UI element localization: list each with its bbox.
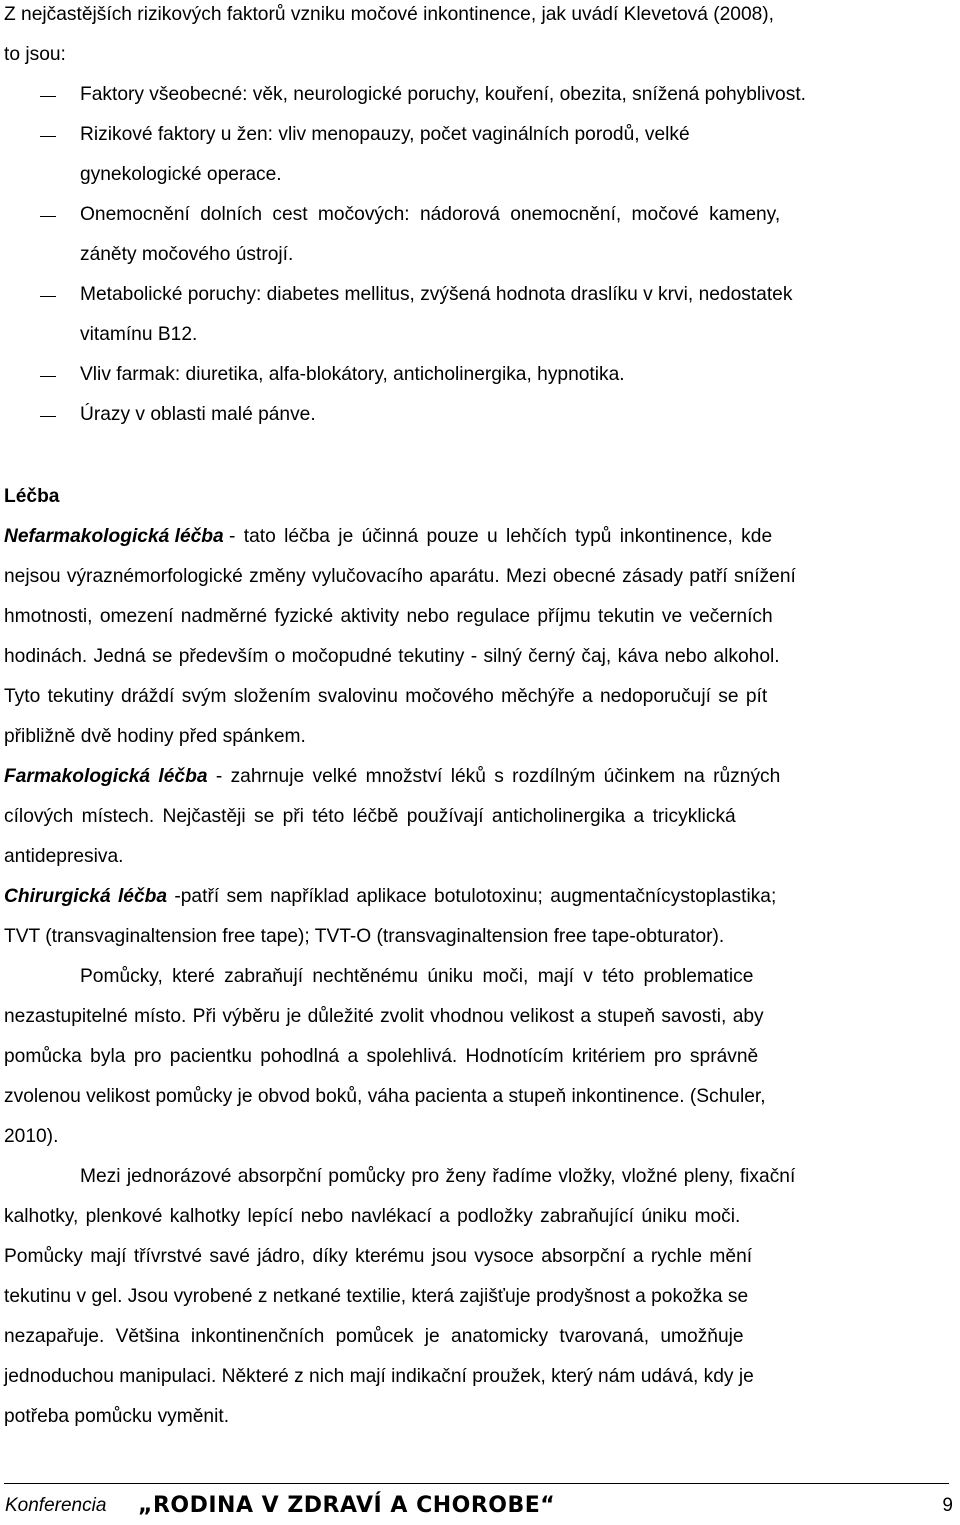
paragraph-text: - zahrnuje velké množství léků s rozdílným účinkem na různých — [215, 766, 781, 787]
paragraph-line: 2010). — [4, 1126, 59, 1147]
dash-bullet-icon — [40, 376, 56, 377]
paragraph-line: Pomůcky mají třívrstvé savé jádro, díky kterému jsou vysoce absorpční a rychle mění — [4, 1246, 753, 1267]
term-chirurgicka: Chirurgická léčba — [4, 886, 168, 907]
intro-line: Z nejčastějších rizikových faktorů vzniku močové inkontinence, jak uvádí Klevetová (2008), — [4, 4, 775, 25]
paragraph-text: -patří sem například aplikace botulotoxinu; augmentačnícystoplastika; — [174, 886, 777, 907]
paragraph-line: nejsou výraznémorfologické změny vylučovacího aparátu. Mezi obecné zásady patří snížení — [4, 566, 796, 587]
term-nefarmakologicka: Nefarmakologická léčba — [4, 526, 224, 547]
intro-line: to jsou: — [4, 44, 66, 65]
paragraph-text: - tato léčba je účinná pouze u lehčích typů inkontinence, kde — [229, 526, 773, 547]
paragraph-line: antidepresiva. — [4, 846, 124, 867]
paragraph-line: přibližně dvě hodiny před spánkem. — [4, 726, 306, 747]
paragraph-line: nezastupitelné místo. Při výběru je důležité zvolit vhodnou velikost a stupeň savosti, aby — [4, 1006, 764, 1027]
page-number: 9 — [942, 1495, 953, 1516]
list-item: Úrazy v oblasti malé pánve. — [80, 404, 316, 425]
dash-bullet-icon — [40, 416, 56, 417]
paragraph-line: Mezi jednorázové absorpční pomůcky pro ženy řadíme vložky, vložné pleny, fixační — [80, 1166, 796, 1187]
dash-bullet-icon — [40, 296, 56, 297]
paragraph-line: Pomůcky, které zabraňují nechtěnému úniku moči, mají v této problematice — [80, 966, 754, 987]
paragraph-line: pomůcka byla pro pacientku pohodlná a spolehlivá. Hodnotícím kritériem pro správně — [4, 1046, 759, 1067]
paragraph-line: TVT (transvaginaltension free tape); TVT-O (transvaginaltension free tape-obturator). — [4, 926, 725, 947]
paragraph-line — [4, 885, 776, 909]
list-item-continuation: vitamínu B12. — [80, 324, 198, 345]
paragraph-line: tekutinu v gel. Jsou vyrobené z netkané textilie, která zajišťuje prodyšnost a pokožka se — [4, 1286, 749, 1307]
dash-bullet-icon — [40, 96, 56, 97]
list-item-continuation: záněty močového ústrojí. — [80, 244, 294, 265]
dash-bullet-icon — [40, 216, 56, 217]
paragraph-line — [4, 765, 780, 789]
paragraph-line: cílových místech. Nejčastěji se při této léčbě používají anticholinergika a tricyklická — [4, 806, 736, 827]
paragraph-line — [4, 525, 955, 549]
list-item: Vliv farmak: diuretika, alfa-blokátory, anticholinergika, hypnotika. — [80, 364, 625, 385]
paragraph-line: jednoduchou manipulaci. Některé z nich mají indikační proužek, který nám udává, kdy je — [4, 1366, 754, 1387]
section-heading: Léčba — [4, 486, 60, 507]
paragraph-line: zvolenou velikost pomůcky je obvod boků, váha pacienta a stupeň inkontinence. (Schuler, — [4, 1086, 766, 1107]
paragraph-line: hmotnosti, omezení nadměrné fyzické aktivity nebo regulace příjmu tekutin ve večerních — [4, 606, 773, 627]
list-item: Faktory všeobecné: věk, neurologické poruchy, kouření, obezita, snížená pohyblivost. — [80, 84, 806, 105]
list-item-text: Rizikové faktory u žen: vliv menopauzy, počet vaginálních porodů, velké — [80, 124, 690, 145]
list-item: Metabolické poruchy: diabetes mellitus, zvýšená hodnota draslíku v krvi, nedostatek — [80, 284, 793, 305]
dash-bullet-icon — [40, 136, 56, 137]
footer-conference-label: Konferencia — [5, 1495, 107, 1516]
paragraph-line: hodinách. Jedná se především o močopudné tekutiny - silný černý čaj, káva nebo alkohol. — [4, 646, 780, 667]
page-footer — [0, 1495, 960, 1521]
list-item — [80, 123, 956, 147]
paragraph-line: kalhotky, plenkové kalhotky lepící nebo navlékací a podložky zabraňující úniku moči. — [4, 1206, 741, 1227]
paragraph-line: potřeba pomůcku vyměnit. — [4, 1406, 230, 1427]
term-farmakologicka: Farmakologická léčba — [4, 766, 208, 787]
paragraph-line: nezapařuje. Většina inkontinenčních pomůcek je anatomicky tvarovaná, umožňuje — [4, 1326, 744, 1347]
footer-rule — [4, 1483, 949, 1484]
footer-conference-title: „RODINA V ZDRAVÍ A CHOROBE“ — [138, 1493, 556, 1518]
list-item: Onemocnění dolních cest močových: nádorová onemocnění, močové kameny, — [80, 204, 781, 225]
paragraph-line: Tyto tekutiny dráždí svým složením svalovinu močového měchýře a nedoporučují se pít — [4, 686, 768, 707]
list-item-continuation: gynekologické operace. — [80, 164, 282, 185]
